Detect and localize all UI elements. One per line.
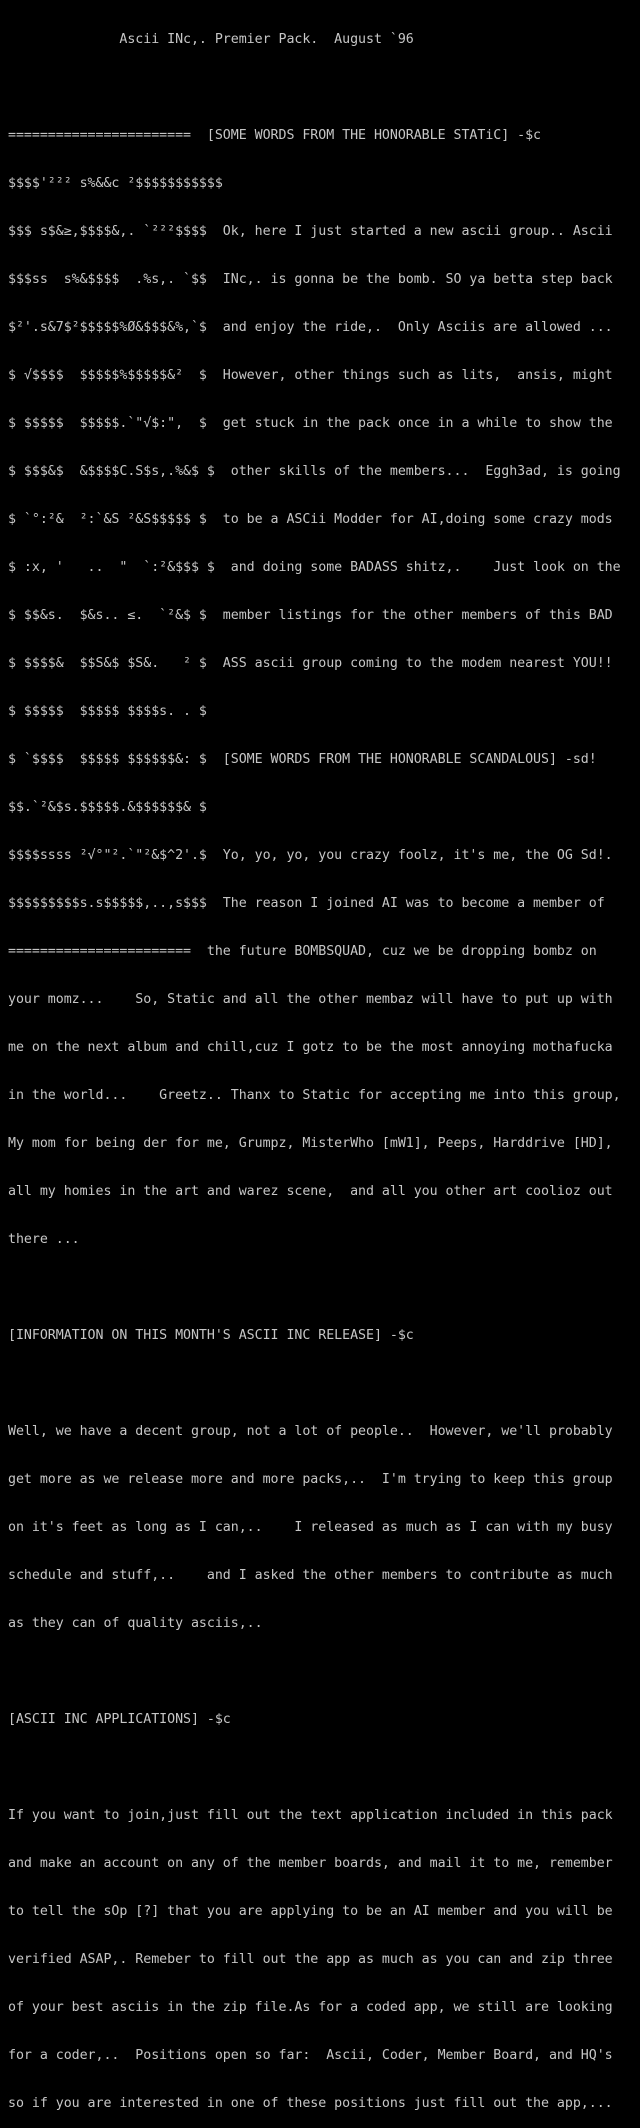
text-line: $$$ s$&≥,$$$$&,. `²²²$$$$ Ok, here I just started a new ascii group.. Ascii [8, 224, 613, 239]
text-line: $ $$$$$ $$$$$.`"√$:", $ get stuck in the pack once in a while to show the [8, 416, 613, 431]
text-line: My mom for being der for me, Grumpz, MisterWho [mW1], Peeps, Harddrive [HD], [8, 1136, 613, 1151]
text-line: $ `°:²& ²:`&S ²&S$$$$$ $ to be a ASCii Modder for AI,doing some crazy mods [8, 512, 613, 527]
text-line: get more as we release more and more packs,.. I'm trying to keep this group [8, 1472, 613, 1487]
text-line: all my homies in the art and warez scene, and all you other art coolioz out [8, 1184, 613, 1199]
text-line: in the world... Greetz.. Thanx to Static for accepting me into this group, [8, 1088, 621, 1103]
text-line: to tell the sOp [?] that you are applying to be an AI member and you will be [8, 1904, 613, 1919]
text-line: verified ASAP,. Remeber to fill out the app as much as you can and zip three [8, 1952, 613, 1967]
text-line: $ $$$$& $$S&$ $S&. ² $ ASS ascii group coming to the modem nearest YOU!! [8, 656, 613, 671]
text-line: $$$$'²²² s%&&c ²$$$$$$$$$$$ [8, 176, 223, 191]
text-line [8, 1760, 640, 1776]
text-line: your momz... So, Static and all the other membaz will have to put up with [8, 992, 613, 1007]
text-line: If you want to join,just fill out the text application included in this pack [8, 1808, 613, 1823]
text-line: $$$$$$$$$s.s$$$$$,..,s$$$ The reason I joined AI was to become a member of [8, 896, 605, 911]
text-line: ======================= [SOME WORDS FROM THE HONORABLE STATiC] -$c [8, 128, 542, 143]
text-line [8, 80, 640, 96]
text-line: for a coder,.. Positions open so far: Ascii, Coder, Member Board, and HQ's [8, 2048, 613, 2063]
text-line [8, 1280, 640, 1296]
text-line: $$.`²&$s.$$$$$.&$$$$$$& $ [8, 800, 207, 815]
text-line [8, 1376, 640, 1392]
text-line: there ... [8, 1232, 80, 1247]
section-heading: [ASCII INC APPLICATIONS] -$c [8, 1712, 231, 1727]
text-line: $ $$&s. $&s.. ≤. `²&$ $ member listings for the other members of this BAD [8, 608, 613, 623]
text-line: $²'.s&7$²$$$$$%Ø&$$$&%,`$ and enjoy the ride,. Only Asciis are allowed ... [8, 320, 613, 335]
text-line: $ √$$$$ $$$$$%$$$$$&² $ However, other things such as lits, ansis, might [8, 368, 613, 383]
text-line: $ $$$$$ $$$$$ $$$$s. . $ [8, 704, 207, 719]
text-line: of your best asciis in the zip file.As for a coded app, we still are looking [8, 2000, 613, 2015]
section-heading: [INFORMATION ON THIS MONTH'S ASCII INC RELEASE] -$c [8, 1328, 414, 1343]
text-line: so if you are interested in one of these positions just fill out the app,... [8, 2096, 613, 2111]
text-line: $$$$ssss ²√°"².`"²&$^2'.$ Yo, yo, yo, you crazy foolz, it's me, the OG Sd!. [8, 848, 613, 863]
text-line: $ :x, ' .. " `:²&$$$ $ and doing some BADASS shitz,. Just look on the [8, 560, 621, 575]
text-line: $ `$$$$ $$$$$ $$$$$$&: $ [SOME WORDS FROM THE HONORABLE SCANDALOUS] -sd! [8, 752, 597, 767]
text-line: $$$ss s%&$$$$ .%s,. `$$ INc,. is gonna be the bomb. SO ya betta step back [8, 272, 613, 287]
text-line: on it's feet as long as I can,.. I released as much as I can with my busy [8, 1520, 613, 1535]
text-line: Ascii INc,. Premier Pack. August `96 [8, 32, 414, 47]
text-line: $ $$$&$ &$$$$C.S$s,.%&$ $ other skills of the members... Eggh3ad, is going [8, 464, 621, 479]
text-line [8, 1664, 640, 1680]
text-line: schedule and stuff,.. and I asked the other members to contribute as much [8, 1568, 613, 1583]
text-line: as they can of quality asciis,.. [8, 1616, 263, 1631]
text-line: and make an account on any of the member boards, and mail it to me, remember [8, 1856, 613, 1871]
text-line: Well, we have a decent group, not a lot of people.. However, we'll probably [8, 1424, 613, 1439]
text-line: ======================= the future BOMBSQUAD, cuz we be dropping bombz on [8, 944, 597, 959]
text-line: me on the next album and chill,cuz I gotz to be the most annoying mothafucka [8, 1040, 613, 1055]
